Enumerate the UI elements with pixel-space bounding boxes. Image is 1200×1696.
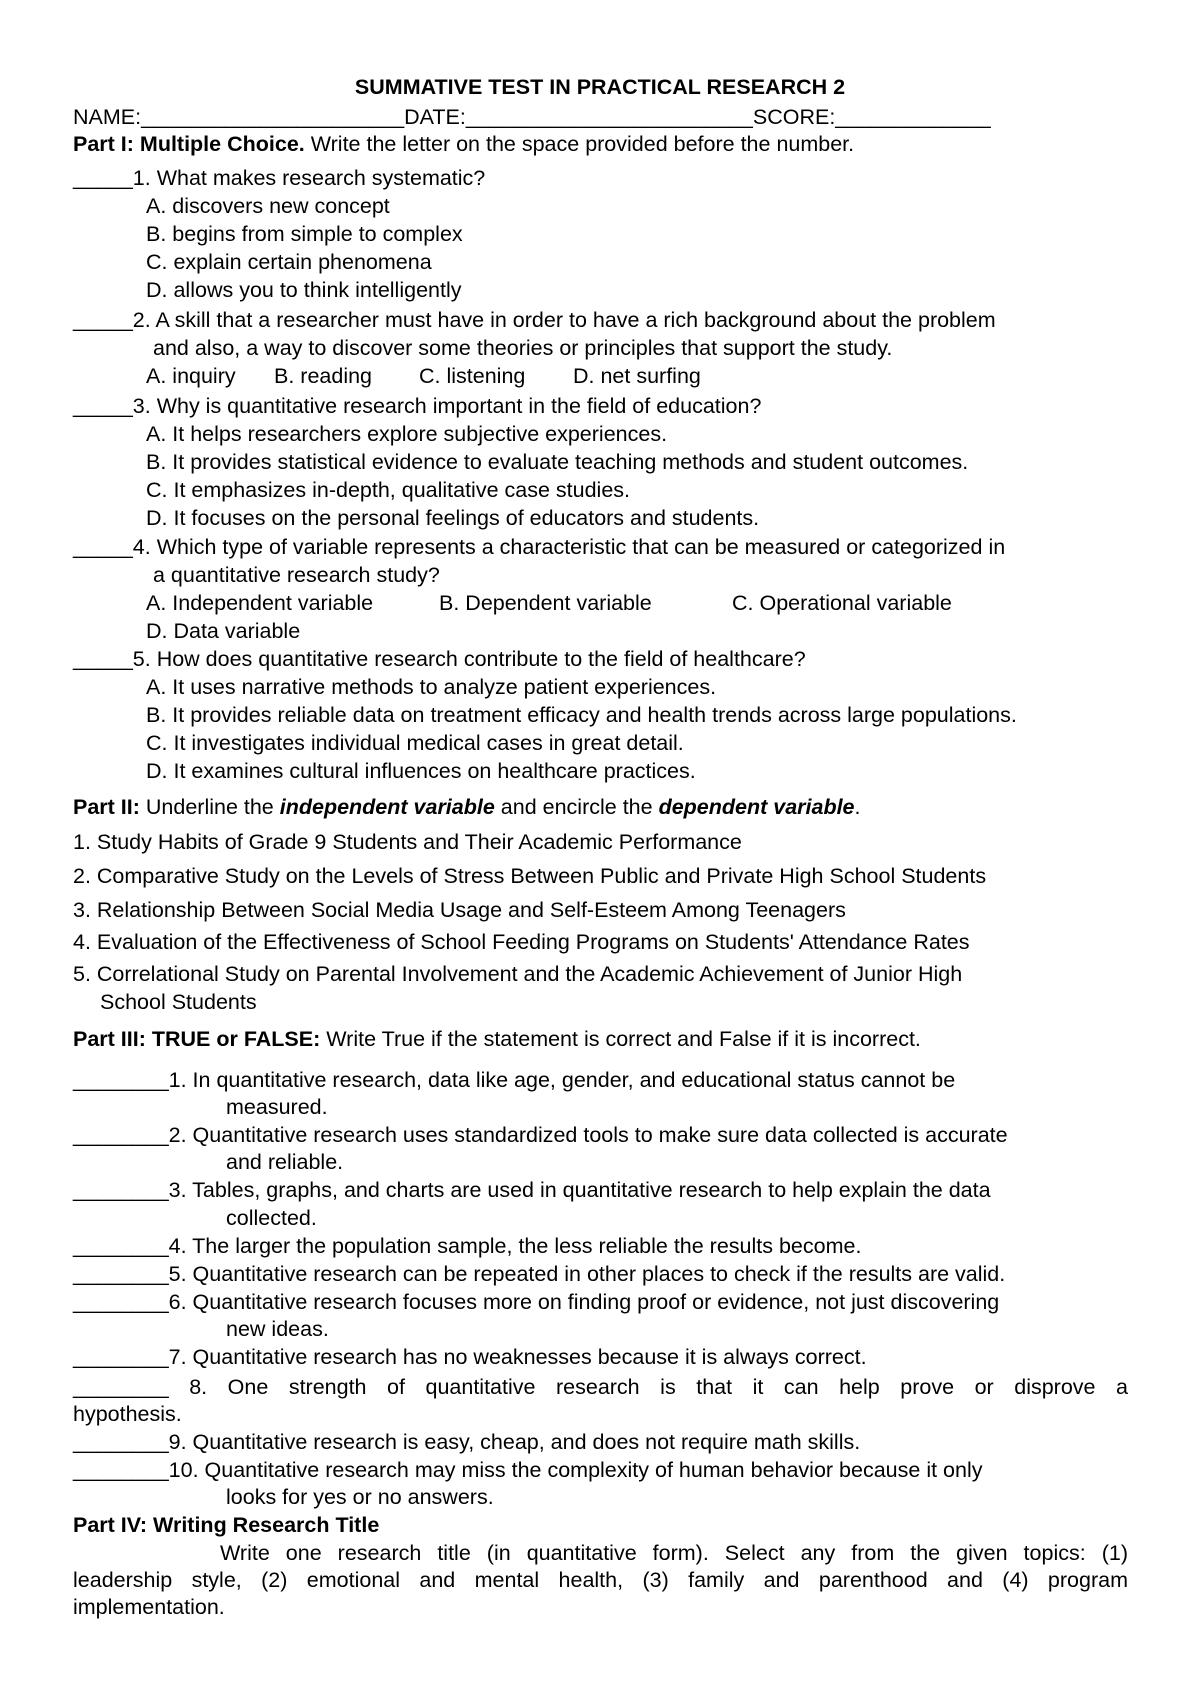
q2-choice-a: A. inquiry [146,364,236,388]
q3-choice-a: A. It helps researchers explore subjective experiences. [146,422,668,446]
tf-statement-6-cont: new ideas. [226,1317,329,1341]
part2-dependent-variable: dependent variable [658,795,855,819]
tf-statement-10: ________10. Quantitative research may miss the complexity of human behavior because it only [73,1458,983,1482]
q2-choice-c: C. listening [419,364,526,388]
tf-statement-1: ________1. In quantitative research, data like age, gender, and educational status cannot be [73,1068,956,1092]
tf-statement-10-cont: looks for yes or no answers. [226,1485,494,1509]
q1-choice-b: B. begins from simple to complex [146,222,463,246]
tf-statement-4: ________4. The larger the population sample, the less reliable the results become. [73,1234,862,1258]
part2-item-2: 2. Comparative Study on the Levels of Stress Between Public and Private High School Students [73,864,987,888]
tf-statement-3: ________3. Tables, graphs, and charts are used in quantitative research to help explain the data [73,1178,991,1202]
q5-choice-a: A. It uses narrative methods to analyze patient experiences. [146,675,717,699]
q2-choice-b: B. reading [274,364,373,388]
part2-item-4: 4. Evaluation of the Effectiveness of School Feeding Programs on Students' Attendance Rates [73,930,970,954]
tf-statement-6: ________6. Quantitative research focuses more on finding proof or evidence, not just discovering [73,1290,1000,1314]
part3-heading: Part III: TRUE or FALSE: [73,1027,321,1051]
part4-heading: Part IV: Writing Research Title [73,1513,380,1537]
q4-text: _____4. Which type of variable represents a characteristic that can be measured or categorized in [73,535,1006,559]
part4-line-2: leadership style, (2) emotional and mental health, (3) family and parenthood and (4) program [73,1568,1128,1592]
part2-item-5: 5. Correlational Study on Parental Involvement and the Academic Achievement of Junior High [73,962,963,986]
tf-statement-8: ________ 8. One strength of quantitative research is that it can help prove or disprove a [73,1375,1128,1399]
q4-choice-c: C. Operational variable [732,591,952,615]
score-label: SCORE: [752,105,836,129]
part2-instr-c: and encircle the [494,795,659,819]
q4-choice-d: D. Data variable [146,619,301,643]
tf-statement-3-cont: collected. [226,1206,317,1230]
part3-heading-line [73,1025,921,1053]
part2-instr-e: . [854,795,861,819]
q3-choice-d: D. It focuses on the personal feelings of educators and students. [146,506,760,530]
q5-text: _____5. How does quantitative research contribute to the field of healthcare? [73,647,806,671]
name-blank: ______________________ [141,105,405,129]
part1-instruction: Write the letter on the space provided before the number. [304,132,855,156]
q4-choice-b: B. Dependent variable [439,591,652,615]
q1-choice-a: A. discovers new concept [146,194,390,218]
tf-statement-9: ________9. Quantitative research is easy, cheap, and does not require math skills. [73,1430,861,1454]
q5-choice-c: C. It investigates individual medical cases in great detail. [146,731,684,755]
q4-choice-a: A. Independent variable [146,591,374,615]
q3-choice-c: C. It emphasizes in-depth, qualitative case studies. [146,478,631,502]
tf-statement-8-cont: hypothesis. [73,1402,182,1426]
q1-choice-c: C. explain certain phenomena [146,250,432,274]
part2-item-1: 1. Study Habits of Grade 9 Students and Their Academic Performance [73,830,742,854]
q1-text: _____1. What makes research systematic? [73,166,486,190]
tf-statement-7: ________7. Quantitative research has no weaknesses because it is always correct. [73,1345,867,1369]
q5-choice-b: B. It provides reliable data on treatment efficacy and health trends across large populations. [146,703,1017,727]
part4-line-3: implementation. [73,1595,225,1619]
tf-statement-2-cont: and reliable. [226,1150,344,1174]
q3-choice-b: B. It provides statistical evidence to evaluate teaching methods and student outcomes. [146,450,969,474]
part2-heading: Part II: [73,795,140,819]
header-fields [73,103,991,131]
part2-instr-a: Underline the [139,795,280,819]
tf-statement-2: ________2. Quantitative research uses standardized tools to make sure data collected is accurate [73,1123,1008,1147]
tf-statement-1-cont: measured. [226,1095,328,1119]
tf-statement-5: ________5. Quantitative research can be repeated in other places to check if the results are valid. [73,1262,1006,1286]
score-blank: _____________ [835,105,991,129]
name-label: NAME: [73,105,142,129]
part2-heading-line [73,793,861,821]
part4-line-1: Write one research title (in quantitative form). Select any from the given topics: (1) [220,1541,1128,1565]
q2-text-cont: and also, a way to discover some theories or principles that support the study. [153,336,893,360]
part2-independent-variable: independent variable [279,795,495,819]
q2-choice-d: D. net surfing [573,364,701,388]
q2-text: _____2. A skill that a researcher must have in order to have a rich background about the problem [73,308,996,332]
part3-instruction: Write True if the statement is correct and False if it is incorrect. [320,1027,921,1051]
date-label: DATE: [404,105,466,129]
q5-choice-d: D. It examines cultural influences on healthcare practices. [146,759,696,783]
q1-choice-d: D. allows you to think intelligently [146,278,462,302]
part1-heading: Part I: Multiple Choice. [73,132,305,156]
date-blank: ________________________ [465,105,753,129]
page-title: SUMMATIVE TEST IN PRACTICAL RESEARCH 2 [354,75,846,99]
part2-item-3: 3. Relationship Between Social Media Usage and Self-Esteem Among Teenagers [73,898,846,922]
part1-heading-line [73,130,854,158]
part2-item-5-cont: School Students [100,990,257,1014]
q4-text-cont: a quantitative research study? [153,563,440,587]
q3-text: _____3. Why is quantitative research important in the field of education? [73,394,762,418]
